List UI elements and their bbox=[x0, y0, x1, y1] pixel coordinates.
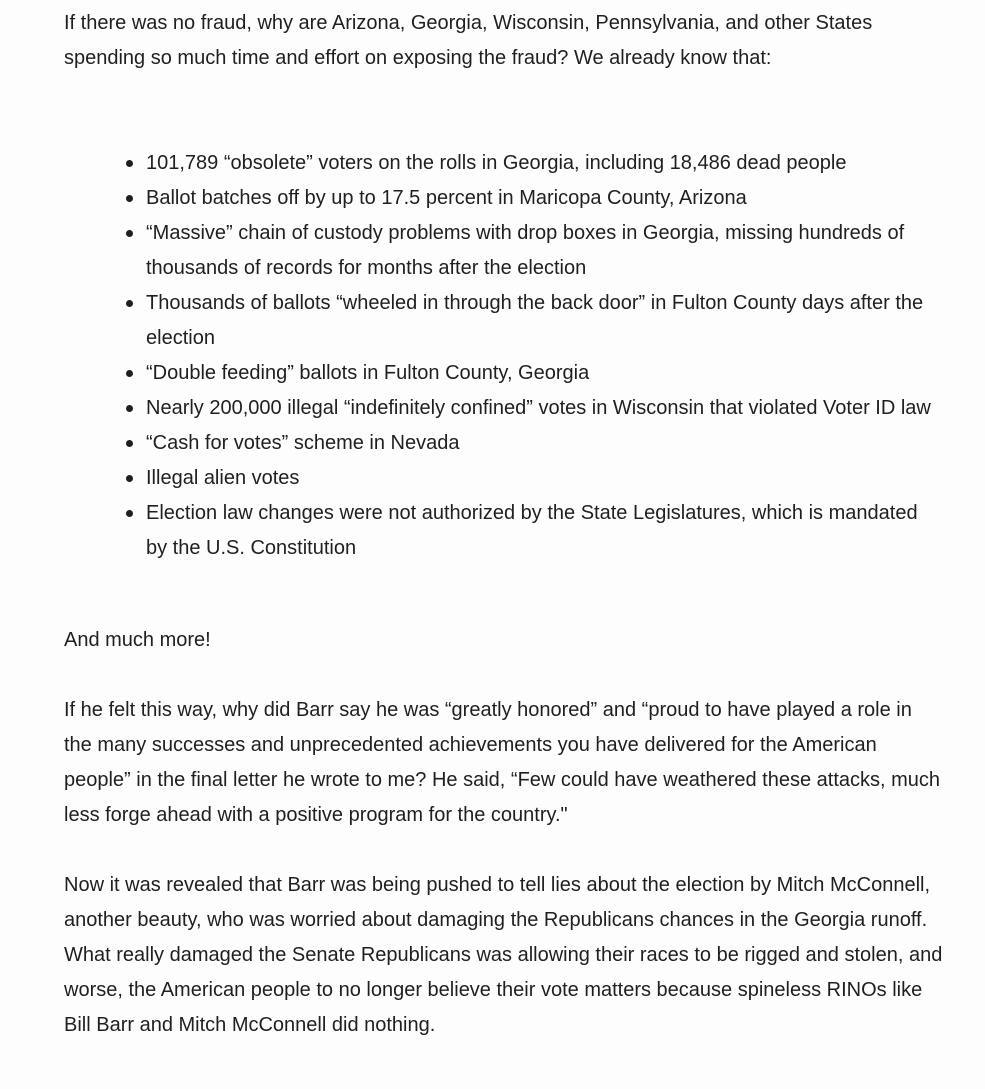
intro-paragraph: If there was no fraud, why are Arizona, Georgia, Wisconsin, Pennsylvania, and other States spending so much time and effort on exposing the fraud? We already know that: bbox=[64, 12, 873, 69]
bullet-icon bbox=[126, 510, 133, 517]
list-item-text: Election law changes were not authorized by the State Legislatures, which is mandated by the U.S. Constitution bbox=[146, 502, 918, 559]
bullet-icon bbox=[126, 370, 133, 377]
list-item bbox=[146, 286, 944, 356]
and-more-paragraph: And much more! bbox=[64, 629, 211, 651]
bullet-icon bbox=[126, 160, 133, 167]
list-item-text: Illegal alien votes bbox=[146, 467, 300, 489]
document-body bbox=[64, 6, 944, 1043]
bullet-icon bbox=[126, 195, 133, 202]
list-item bbox=[146, 391, 944, 426]
list-item-text: Nearly 200,000 illegal “indefinitely confined” votes in Wisconsin that violated Voter ID law bbox=[146, 397, 931, 419]
fraud-claims-list bbox=[64, 146, 944, 566]
list-item-text: Ballot batches off by up to 17.5 percent in Maricopa County, Arizona bbox=[146, 187, 747, 209]
list-item bbox=[146, 496, 944, 566]
list-item bbox=[146, 146, 944, 181]
bullet-icon bbox=[126, 230, 133, 237]
list-item-text: Thousands of ballots “wheeled in through the back door” in Fulton County days after the election bbox=[146, 292, 924, 349]
list-item-text: “Massive” chain of custody problems with drop boxes in Georgia, missing hundreds of thousands of records for months after the election bbox=[146, 222, 905, 279]
bullet-icon bbox=[126, 475, 133, 482]
list-item bbox=[146, 426, 944, 461]
list-item bbox=[146, 461, 944, 496]
list-item-text: “Cash for votes” scheme in Nevada bbox=[146, 432, 460, 454]
list-item bbox=[146, 181, 944, 216]
bullet-icon bbox=[126, 300, 133, 307]
list-item-text: “Double feeding” ballots in Fulton County, Georgia bbox=[146, 362, 590, 384]
bullet-icon bbox=[126, 440, 133, 447]
list-item bbox=[146, 356, 944, 391]
bullet-icon bbox=[126, 405, 133, 412]
mcconnell-paragraph: Now it was revealed that Barr was being pushed to tell lies about the election by Mitch McConnell, another beauty, who was worried about damaging the Republicans chances in the Georgia runoff. What really damaged the Senate Republicans was allowing their races to be rigged and stolen, and worse, the American people to no longer believe their vote matters because spineless RINOs like Bill Barr and Mitch McConnell did nothing. bbox=[64, 874, 943, 1036]
list-item-text: 101,789 “obsolete” voters on the rolls in Georgia, including 18,486 dead people bbox=[146, 152, 847, 174]
barr-paragraph: If he felt this way, why did Barr say he was “greatly honored” and “proud to have played a role in the many successes and unprecedented achievements you have delivered for the American people” in the final letter he wrote to me? He said, “Few could have weathered these attacks, much less forge ahead with a positive program for the country." bbox=[64, 699, 941, 826]
list-item bbox=[146, 216, 944, 286]
